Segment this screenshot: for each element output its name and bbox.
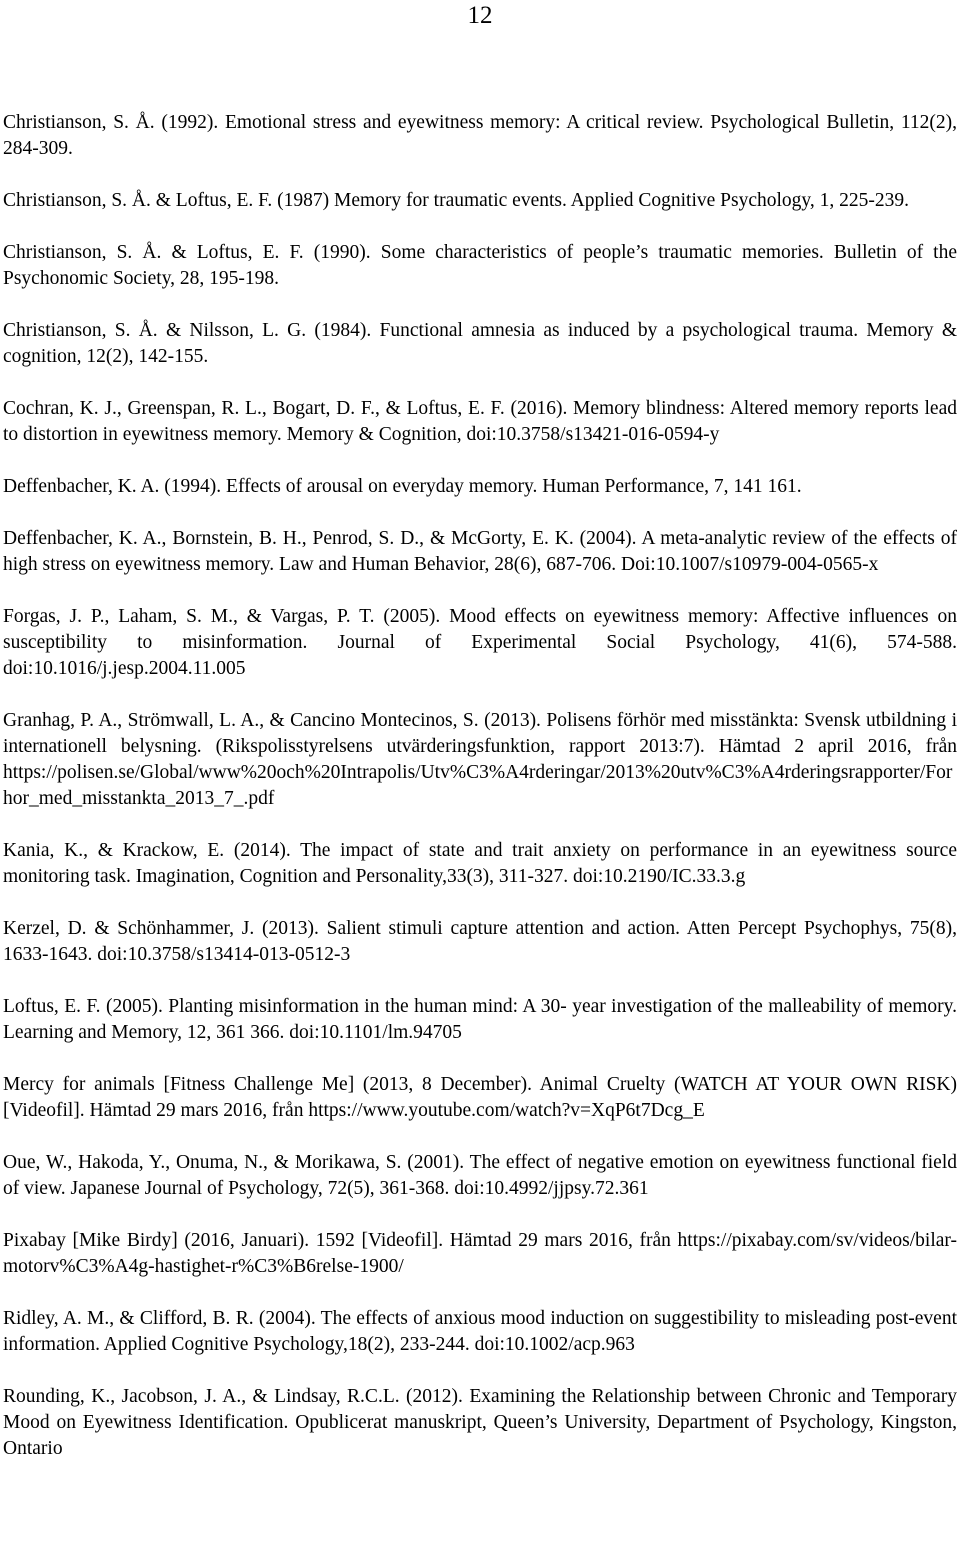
- reference-list: [3, 110, 957, 1462]
- reference-entry: Deffenbacher, K. A. (1994). Effects of arousal on everyday memory. Human Performance, 7, 141 161.: [3, 476, 802, 497]
- reference-entry: Christianson, S. Å. (1992). Emotional stress and eyewitness memory: A critical review. Psychological Bulletin, 112(2), 284-309.: [3, 112, 957, 159]
- reference-entry: Ridley, A. M., & Clifford, B. R. (2004). The effects of anxious mood induction on suggestibility to misleading post-event information. Applied Cognitive Psychology,18(2), 233-244. doi:10.1002/acp.963: [3, 1308, 957, 1355]
- reference-entry: Mercy for animals [Fitness Challenge Me] (2013, 8 December). Animal Cruelty (WATCH AT YOUR OWN RISK) [Videofil]. Hämtad 29 mars 2016, från https://www.youtube.com/watch?v=XqP6t7Dcg_E: [3, 1074, 957, 1121]
- reference-entry: Deffenbacher, K. A., Bornstein, B. H., Penrod, S. D., & McGorty, E. K. (2004). A meta-analytic review of the effects of high stress on eyewitness memory. Law and Human Behavior, 28(6), 687-706. Doi:10.1007/s10979-004-0565-x: [3, 528, 957, 575]
- reference-entry: Rounding, K., Jacobson, J. A., & Lindsay, R.C.L. (2012). Examining the Relationship between Chronic and Temporary Mood on Eyewitness Identification. Opublicerat manuskript, Queen’s University, Department of Psychology, Kingston, Ontario: [3, 1386, 957, 1459]
- reference-entry: Kerzel, D. & Schönhammer, J. (2013). Salient stimuli capture attention and action. Atten Percept Psychophys, 75(8), 1633-1643. doi:10.3758/s13414-013-0512-3: [3, 918, 957, 965]
- reference-entry: Christianson, S. Å. & Loftus, E. F. (1990). Some characteristics of people’s traumatic memories. Bulletin of the Psychonomic Society, 28, 195-198.: [3, 242, 957, 289]
- reference-entry: Loftus, E. F. (2005). Planting misinformation in the human mind: A 30- year investigation of the malleability of memory. Learning and Memory, 12, 361 366. doi:10.1101/lm.94705: [3, 996, 957, 1043]
- reference-entry: Christianson, S. Å. & Nilsson, L. G. (1984). Functional amnesia as induced by a psychological trauma. Memory & cognition, 12(2), 142-155.: [3, 320, 957, 367]
- reference-entry: Forgas, J. P., Laham, S. M., & Vargas, P. T. (2005). Mood effects on eyewitness memory: Affective influences on susceptibility to misinformation. Journal of Experimental Social Psychology, 41(6), 574-588. doi:10.1016/j.jesp.2004.11.005: [3, 606, 957, 679]
- reference-entry: Kania, K., & Krackow, E. (2014). The impact of state and trait anxiety on performance in an eyewitness source monitoring task. Imagination, Cognition and Personality,33(3), 311-327. doi:10.2190/IC.33.3.g: [3, 840, 957, 887]
- reference-entry: Christianson, S. Å. & Loftus, E. F. (1987) Memory for traumatic events. Applied Cognitive Psychology, 1, 225-239.: [3, 190, 910, 211]
- reference-entry: Cochran, K. J., Greenspan, R. L., Bogart, D. F., & Loftus, E. F. (2016). Memory blindness: Altered memory reports lead to distortion in eyewitness memory. Memory & Cognition, doi:10.3758/s13421-016-0594-y: [3, 398, 957, 445]
- reference-entry: Granhag, P. A., Strömwall, L. A., & Cancino Montecinos, S. (2013). Polisens förhör med misstänkta: Svensk utbildning i internationell belysning. (Rikspolisstyrelsens utvärderingsfunktion, rapport 2013:7). Hämtad 2 april 2016, från https://polisen.se/Global/www%20och%20Intrapolis/Utv%C3%A4rderingar/2013%20utv%C3%A4rderingsrapporter/Forhor_med_misstankta_2013_7_.pdf: [3, 710, 957, 809]
- reference-entry: Oue, W., Hakoda, Y., Onuma, N., & Morikawa, S. (2001). The effect of negative emotion on eyewitness functional field of view. Japanese Journal of Psychology, 72(5), 361-368. doi:10.4992/jjpsy.72.361: [3, 1152, 957, 1199]
- reference-entry: Pixabay [Mike Birdy] (2016, Januari). 1592 [Videofil]. Hämtad 29 mars 2016, från https://pixabay.com/sv/videos/bilar-motorv%C3%A4g-hastighet-r%C3%B6relse-1900/: [3, 1230, 957, 1277]
- page-number: 12: [467, 2, 493, 29]
